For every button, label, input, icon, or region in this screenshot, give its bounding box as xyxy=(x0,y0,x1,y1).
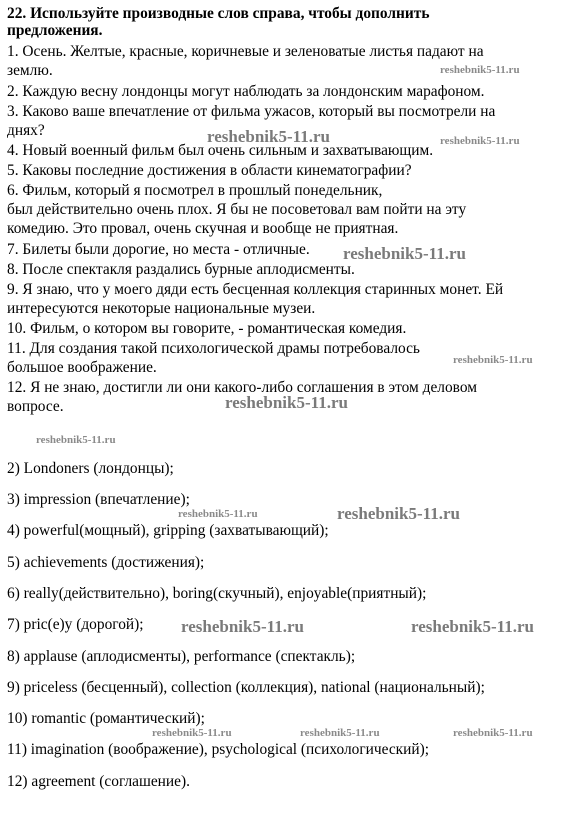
question-line: большое воображение. xyxy=(7,359,157,376)
question-line: 10. Фильм, о котором вы говорите, - романтическая комедия. xyxy=(7,320,407,337)
watermark: reshebnik5-11.ru xyxy=(178,508,258,520)
question-line: 6. Фильм, который я посмотрел в прошлый понедельник, xyxy=(7,182,383,199)
question-line: 4. Новый военный фильм был очень сильным и захватывающим. xyxy=(7,142,434,159)
question-line: комедию. Это провал, очень скучная и вообще не приятная. xyxy=(7,220,399,237)
watermark: reshebnik5-11.ru xyxy=(152,727,232,739)
question-line: 9. Я знаю, что у моего дяди есть бесценная коллекция старинных монет. Ей xyxy=(7,281,504,298)
watermark: reshebnik5-11.ru xyxy=(440,64,520,76)
title-line: предложения. xyxy=(7,22,103,39)
answer-line: 5) achievements (достижения); xyxy=(7,554,205,571)
answer-line: 2) Londoners (лондонцы); xyxy=(7,460,174,477)
watermark: reshebnik5-11.ru xyxy=(440,135,520,147)
watermark: reshebnik5-11.ru xyxy=(300,727,380,739)
question-line: днях? xyxy=(7,122,45,139)
watermark: reshebnik5-11.ru xyxy=(337,504,460,523)
answer-line: 10) romantic (романтический); xyxy=(7,710,205,727)
question-line: 7. Билеты были дорогие, но места - отличные. xyxy=(7,241,310,258)
watermark: reshebnik5-11.ru xyxy=(181,617,304,636)
answer-line: 11) imagination (воображение), psychological (психологический); xyxy=(7,741,430,758)
answer-line: 3) impression (впечатление); xyxy=(7,491,190,508)
question-line: был действительно очень плох. Я бы не посоветовал вам пойти на эту xyxy=(7,201,467,218)
answer-line: 8) applause (аплодисменты), performance (спектакль); xyxy=(7,648,356,665)
answer-line: 9) priceless (бесценный), collection (коллекция), national (национальный); xyxy=(7,679,485,696)
watermark: reshebnik5-11.ru xyxy=(453,727,533,739)
watermark: reshebnik5-11.ru xyxy=(343,244,466,263)
question-line: 3. Каково ваше впечатление от фильма ужасов, который вы посмотрели на xyxy=(7,103,496,120)
question-line: землю. xyxy=(7,62,53,79)
watermark: reshebnik5-11.ru xyxy=(453,354,533,366)
title-line: 22. Используйте производные слов справа, чтобы дополнить xyxy=(7,5,430,22)
answer-line: 4) powerful(мощный), gripping (захватывающий); xyxy=(7,522,329,539)
watermark: reshebnik5-11.ru xyxy=(207,127,330,146)
question-line: вопросе. xyxy=(7,398,64,415)
question-line: интересуются некоторые национальные музеи. xyxy=(7,300,316,317)
answer-line: 6) really(действительно), boring(скучный), enjoyable(приятный); xyxy=(7,585,427,602)
question-line: 2. Каждую весну лондонцы могут наблюдать за лондонским марафоном. xyxy=(7,83,485,100)
question-line: 8. После спектакля раздались бурные аплодисменты. xyxy=(7,261,355,278)
question-line: 1. Осень. Желтые, красные, коричневые и зеленоватые листья падают на xyxy=(7,43,484,60)
question-line: 12. Я не знаю, достигли ли они какого-либо соглашения в этом деловом xyxy=(7,379,477,396)
exercise-title xyxy=(7,5,573,39)
watermark: reshebnik5-11.ru xyxy=(411,617,534,636)
watermark: reshebnik5-11.ru xyxy=(225,393,348,412)
answer-line: 12) agreement (соглашение). xyxy=(7,773,190,790)
answer-line: 7) pric(e)y (дорогой); xyxy=(7,616,144,633)
watermark: reshebnik5-11.ru xyxy=(36,434,116,446)
question-line: 5. Каковы последние достижения в области кинематографии? xyxy=(7,162,412,179)
question-line: 11. Для создания такой психологической драмы потребовалось xyxy=(7,340,420,357)
